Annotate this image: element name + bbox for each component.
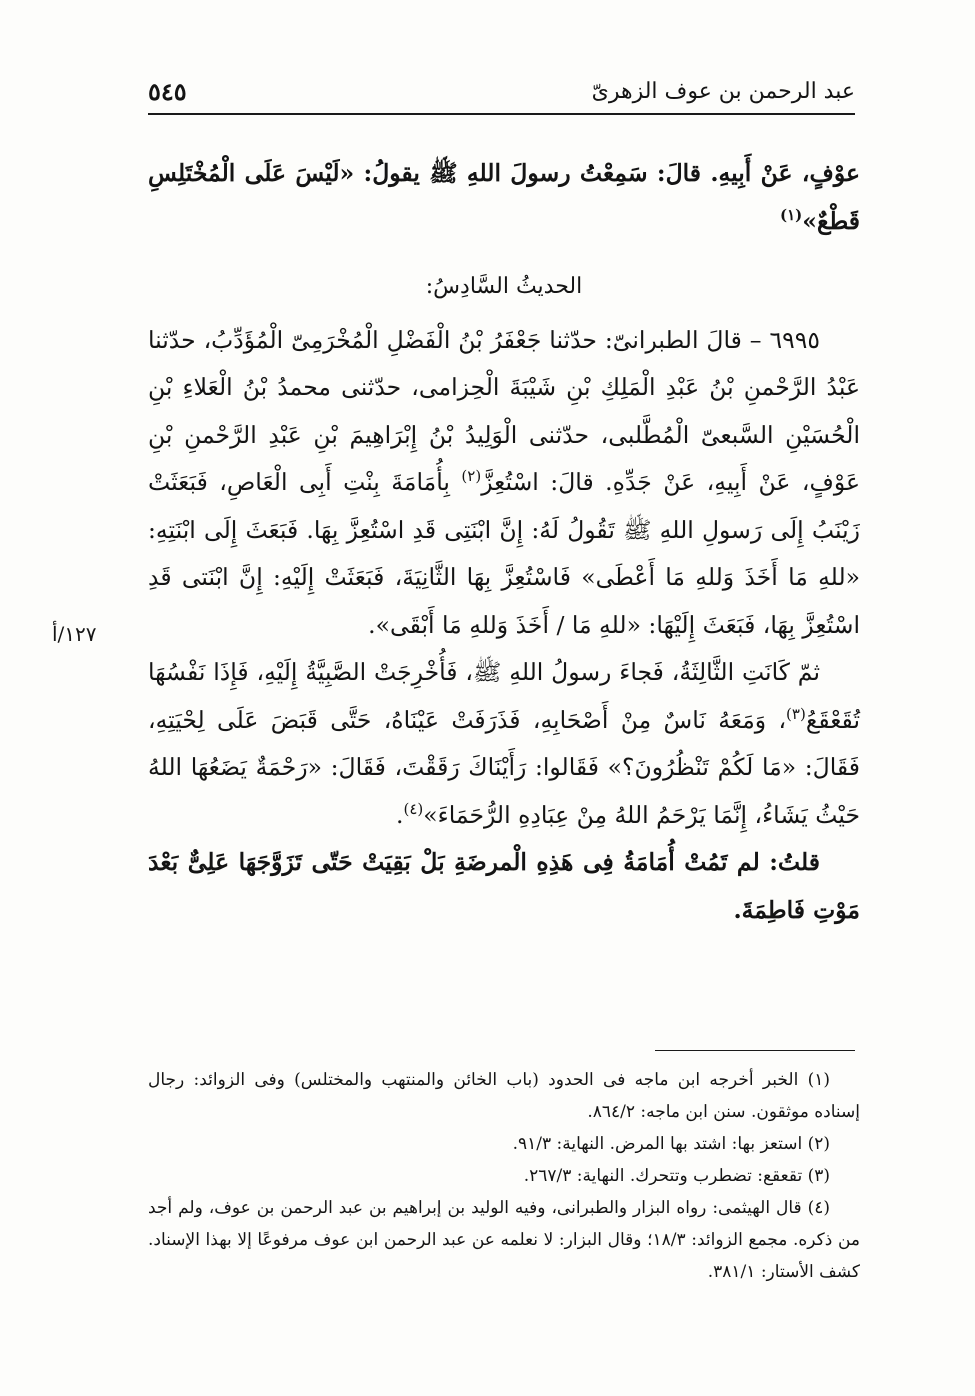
running-header bbox=[148, 70, 855, 112]
paragraph-2-text-b: بِأُمَامَةَ بِنْتِ أَبِى الْعَاصِ، فَبَعَثَتْ زَيْنَبُ إِلَى رَسولِ اللهِ ﷺ تَقُولُ لَهُ: إِنَّ ابْنَتِى قَدِ اسْتُعِزَّ بِهَا. فَبَعَثَ إِلَى ابْنَتِهِ: «للهِ مَا أَخَذَ وَللهِ مَا أَعْطَى» فَاسْتُعِزَّ بِهَا الثَّانِيَةَ، فَبَعَثَتْ إِلَيْهِ: إِنَّ ابْنَتى قَدِ اسْتُعِزَّ بِهَا، فَبَعَثَ إِلَيْهَا: «للهِ مَا / أَخَذَ وَللهِ مَا أَبْقَى». bbox=[148, 468, 860, 639]
main-text bbox=[148, 150, 860, 934]
paragraph-1-text: عوْفٍ، عَنْ أَبِيهِ. قالَ: سَمِعْتُ رسولَ اللهِ ﷺ يقولُ: «لَيْسَ عَلَى الْمُخْتَلِسِ قَطْعٌ» bbox=[148, 159, 860, 235]
footnote-ref-3: (٣) bbox=[786, 704, 806, 723]
footnotes bbox=[148, 1064, 860, 1288]
footnote-4: (٤) قال الهيثمى: رواه البزار والطبرانى، وفيه الوليد بن إبراهيم بن عبد الرحمن بن عوف، ولم أجد من ذكره. مجمع الزوائد: ١٨/٣؛ وقال البزار: لا نعلمه عن عبد الرحمن ابن عوف مرفوعًا إلا بهذا الإسناد. كشف الأستار: ٣٨١/١. bbox=[148, 1198, 860, 1282]
header-rule bbox=[148, 113, 855, 115]
section-heading: الحديثُ السَّادِسُ: bbox=[425, 274, 583, 299]
footnote-ref-2: (٢) bbox=[461, 467, 482, 486]
paragraph-3-text-a: ثمّ كَانَتِ الثَّالِثَةُ، فَجاءَ رسولُ اللهِ ﷺ، فَأُخْرِجَتْ الصَّبِيَّةُ إِلَيْهِ، فَإِذَا نَفْسُهَا تُقَعْقَعُ bbox=[148, 658, 860, 734]
margin-manuscript-ref: ١٢٧/أ bbox=[52, 622, 97, 646]
paragraph-2 bbox=[148, 317, 860, 650]
paragraph-3: ثمّ كَانَتِ الثَّالِثَةُ، فَجاءَ رسولُ اللهِ ﷺ، فَأُخْرِجَتْ الصَّبِيَّةُ إِلَيْهِ، فَإِذَا نَفْسُهَا تُقَعْقَعُ$^{(٣)}$، وَمَعَهُ نَاسٌ مِنْ أَصْحَابِهِ، فَذَرَفَتْ عَيْنَاهُ، حَتَّى قَبَضَ عَلَى لِحْيَتِهِ، فَقَالَ: «مَا لَكُمْ تَنْظُرُونَ؟» فَقَالوا: رَأَيْنَاكَ رَقَقْتَ، فَقَالَ: «رَحْمَةٌ يَضَعُهَا اللهُ حَيْثُ يَشَاءُ، إِنَّمَا يَرْحَمُ اللهُ مِنْ عِبَادِهِ الرُّحَمَاءَ»$^{(٤)}$. bbox=[148, 658, 860, 829]
paragraph-4: قلتُ: لم تَمُتْ أُمَامَةُ فِى هَذِهِ الْمرضَةِ بَلْ بَقِيَتْ حَتّى تَزَوَّجَهَا عَلِىٌّ بَعْدَ مَوْتِ فَاطِمَةَ. bbox=[148, 848, 860, 924]
page-number: ٥٤٥ bbox=[148, 76, 187, 106]
footnote-2: (٢) استعز بها: اشتد بها المرض. النهاية: ٩١/٣. bbox=[512, 1134, 830, 1154]
footnote-3: (٣) تقعقع: تضطرب وتتحرك. النهاية: ٢٦٧/٣. bbox=[523, 1166, 830, 1186]
paragraph-1 bbox=[148, 150, 860, 245]
paragraph-2-text-a: ٦٩٩٥ – قالَ الطبرانىّ: حدّثنا جَعْفَرُ بْنُ الْفَضْلِ الْمُخْرَمِىّ الْمُؤَدِّبُ، حدّثنا عَبْدُ الرَّحْمنِ بْنُ عَبْدِ الْمَلِكِ بْنِ شَيْبَةَ الْحِزامى، حدّثنى محمدُ بْنُ الْعَلاءِ بْنِ الْحُسَيْنِ السَّبعىّ الْمُطَّلبى، حدّثنى الْوَلِيدُ بْنُ إِبْرَاهِيمَ بْنِ عَبْدِ الرَّحْمنِ بْنِ عَوْفٍ، عَنْ أَبِيهِ، عَنْ جَدِّهِ. قالَ: اسْتُعِزَّ bbox=[148, 325, 860, 496]
footnote-rule bbox=[655, 1050, 855, 1051]
footnote-ref-4: (٤) bbox=[403, 799, 424, 818]
header-title: عبد الرحمن بن عوف الزهرىّ bbox=[591, 78, 855, 104]
footnote-1: (١) الخبر أخرجه ابن ماجه فى الحدود (باب الخائن والمنتهب والمختلس) وفى الزوائد: رجال إسناده موثقون. سنن ابن ماجه: ٨٦٤/٢. bbox=[148, 1070, 860, 1122]
paragraph-3-text-b: ، وَمَعَهُ نَاسٌ مِنْ أَصْحَابِهِ، فَذَرَفَتْ عَيْنَاهُ، حَتَّى قَبَضَ عَلَى لِحْيَتِهِ، فَقَالَ: «مَا لَكُمْ تَنْظُرُونَ؟» فَقَالوا: رَأَيْنَاكَ رَقَقْتَ، فَقَالَ: «رَحْمَةٌ يَضَعُهَا اللهُ حَيْثُ يَشَاءُ، إِنَّمَا يَرْحَمُ اللهُ مِنْ عِبَادِهِ الرُّحَمَاءَ» bbox=[148, 705, 860, 829]
footnote-ref-1: (١) bbox=[780, 205, 803, 224]
